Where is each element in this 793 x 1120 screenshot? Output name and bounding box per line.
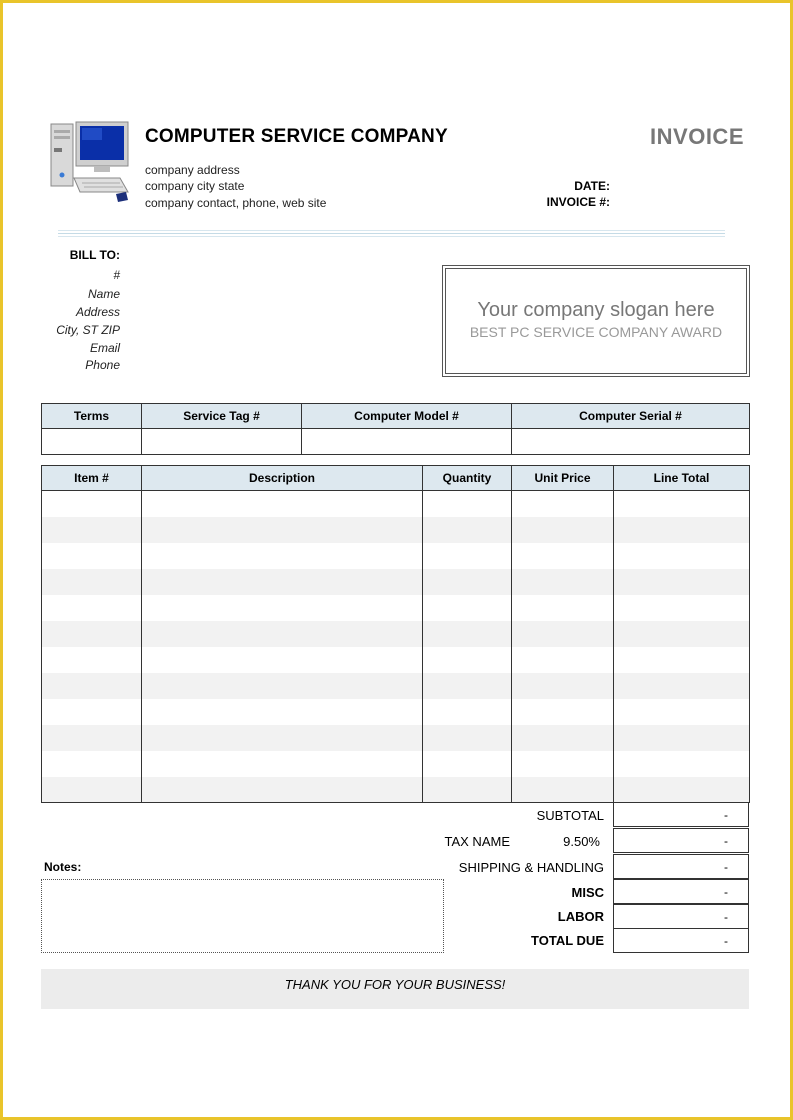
table-row xyxy=(42,621,750,647)
header-separator xyxy=(58,233,725,234)
misc-label: MISC xyxy=(571,885,604,900)
quantity-cell[interactable] xyxy=(423,543,512,569)
unit-price-cell[interactable] xyxy=(512,751,614,777)
line-total-cell[interactable] xyxy=(614,517,750,543)
unit-price-cell[interactable] xyxy=(512,699,614,725)
company-address: company address xyxy=(145,163,240,177)
description-cell[interactable] xyxy=(142,491,423,517)
description-cell[interactable] xyxy=(142,595,423,621)
company-contact: company contact, phone, web site xyxy=(145,196,327,210)
quantity-cell[interactable] xyxy=(423,621,512,647)
table-row xyxy=(42,699,750,725)
thank-you-message: THANK YOU FOR YOUR BUSINESS! xyxy=(41,969,749,1009)
notes-label: Notes: xyxy=(44,860,82,874)
item-number-cell[interactable] xyxy=(42,647,142,673)
terms-cell[interactable] xyxy=(42,429,142,455)
unit-price-cell[interactable] xyxy=(512,517,614,543)
subtotal-label: SUBTOTAL xyxy=(536,808,604,823)
unit-price-cell[interactable] xyxy=(512,673,614,699)
item-number-cell[interactable] xyxy=(42,621,142,647)
line-total-cell[interactable] xyxy=(614,777,750,803)
invoice-title: INVOICE xyxy=(650,124,744,149)
unit-price-header: Unit Price xyxy=(512,466,614,491)
unit-price-cell[interactable] xyxy=(512,777,614,803)
subtotal-value: - xyxy=(613,802,749,827)
header-separator xyxy=(58,230,725,231)
misc-value: - xyxy=(613,879,749,904)
slogan-box xyxy=(442,265,750,377)
computer-serial-header: Computer Serial # xyxy=(512,404,750,429)
table-row xyxy=(42,543,750,569)
item-number-header: Item # xyxy=(42,466,142,491)
terms-table xyxy=(41,403,750,455)
line-total-cell[interactable] xyxy=(614,621,750,647)
table-row xyxy=(42,517,750,543)
bill-to-name: Name xyxy=(87,287,120,301)
unit-price-cell[interactable] xyxy=(512,491,614,517)
shipping-label: SHIPPING & HANDLING xyxy=(458,860,604,875)
bill-to-title: BILL TO: xyxy=(69,248,120,262)
description-cell[interactable] xyxy=(142,673,423,699)
unit-price-cell[interactable] xyxy=(512,621,614,647)
slogan-main: Your company slogan here xyxy=(477,299,715,321)
invoice-number-label: INVOICE #: xyxy=(546,195,610,209)
unit-price-cell[interactable] xyxy=(512,725,614,751)
tax-rate: 9.50% xyxy=(563,834,600,849)
bill-to-number: # xyxy=(113,268,120,282)
item-number-cell[interactable] xyxy=(42,491,142,517)
unit-price-cell[interactable] xyxy=(512,569,614,595)
item-number-cell[interactable] xyxy=(42,777,142,803)
quantity-cell[interactable] xyxy=(423,777,512,803)
quantity-cell[interactable] xyxy=(423,725,512,751)
bill-to-city: City, ST ZIP xyxy=(56,323,120,337)
total-due-label: TOTAL DUE xyxy=(531,933,604,948)
bill-to-phone: Phone xyxy=(85,358,120,372)
company-name: COMPUTER SERVICE COMPANY xyxy=(145,126,448,147)
table-row xyxy=(42,569,750,595)
item-number-cell[interactable] xyxy=(42,673,142,699)
service-tag-header: Service Tag # xyxy=(142,404,302,429)
table-row xyxy=(42,777,750,803)
tax-value: - xyxy=(613,828,749,853)
item-number-cell[interactable] xyxy=(42,543,142,569)
computer-model-header: Computer Model # xyxy=(302,404,512,429)
bill-to-email: Email xyxy=(89,341,120,355)
total-due-value: - xyxy=(613,928,749,953)
date-label: DATE: xyxy=(574,179,610,193)
quantity-cell[interactable] xyxy=(423,673,512,699)
quantity-header: Quantity xyxy=(423,466,512,491)
company-city-state: company city state xyxy=(145,179,245,193)
quantity-cell[interactable] xyxy=(423,517,512,543)
description-cell[interactable] xyxy=(142,699,423,725)
description-cell[interactable] xyxy=(142,543,423,569)
line-total-cell[interactable] xyxy=(614,491,750,517)
table-row xyxy=(42,491,750,517)
computer-model-cell[interactable] xyxy=(302,429,512,455)
line-total-header: Line Total xyxy=(614,466,750,491)
item-number-cell[interactable] xyxy=(42,751,142,777)
table-row xyxy=(42,725,750,751)
notes-box[interactable] xyxy=(41,879,444,953)
description-cell[interactable] xyxy=(142,621,423,647)
unit-price-cell[interactable] xyxy=(512,647,614,673)
quantity-cell[interactable] xyxy=(423,491,512,517)
header-separator xyxy=(58,236,725,237)
line-total-cell[interactable] xyxy=(614,751,750,777)
slogan-sub: BEST PC SERVICE COMPANY AWARD xyxy=(469,324,723,340)
item-number-cell[interactable] xyxy=(42,595,142,621)
items-table xyxy=(41,465,750,803)
table-row xyxy=(42,673,750,699)
line-total-cell[interactable] xyxy=(614,673,750,699)
description-header: Description xyxy=(142,466,423,491)
tax-name-label: TAX NAME xyxy=(444,834,510,849)
terms-header: Terms xyxy=(42,404,142,429)
item-number-cell[interactable] xyxy=(42,569,142,595)
line-total-cell[interactable] xyxy=(614,543,750,569)
item-number-cell[interactable] xyxy=(42,517,142,543)
description-cell[interactable] xyxy=(142,517,423,543)
table-row xyxy=(42,751,750,777)
line-total-cell[interactable] xyxy=(614,595,750,621)
line-total-cell[interactable] xyxy=(614,647,750,673)
table-row xyxy=(42,595,750,621)
description-cell[interactable] xyxy=(142,777,423,803)
item-number-cell[interactable] xyxy=(42,699,142,725)
description-cell[interactable] xyxy=(142,647,423,673)
description-cell[interactable] xyxy=(142,725,423,751)
bill-to-address: Address xyxy=(75,305,120,319)
unit-price-cell[interactable] xyxy=(512,595,614,621)
line-total-cell[interactable] xyxy=(614,569,750,595)
labor-label: LABOR xyxy=(557,909,604,924)
quantity-cell[interactable] xyxy=(423,647,512,673)
item-number-cell[interactable] xyxy=(42,725,142,751)
quantity-cell[interactable] xyxy=(423,569,512,595)
description-cell[interactable] xyxy=(142,751,423,777)
quantity-cell[interactable] xyxy=(423,699,512,725)
slogan-inner xyxy=(445,268,747,374)
desktop-computer-icon xyxy=(50,120,130,204)
description-cell[interactable] xyxy=(142,569,423,595)
computer-serial-cell[interactable] xyxy=(512,429,750,455)
line-total-cell[interactable] xyxy=(614,699,750,725)
unit-price-cell[interactable] xyxy=(512,543,614,569)
labor-value: - xyxy=(613,904,749,929)
service-tag-cell[interactable] xyxy=(142,429,302,455)
table-row xyxy=(42,647,750,673)
shipping-value: - xyxy=(613,854,749,879)
line-total-cell[interactable] xyxy=(614,725,750,751)
quantity-cell[interactable] xyxy=(423,751,512,777)
quantity-cell[interactable] xyxy=(423,595,512,621)
